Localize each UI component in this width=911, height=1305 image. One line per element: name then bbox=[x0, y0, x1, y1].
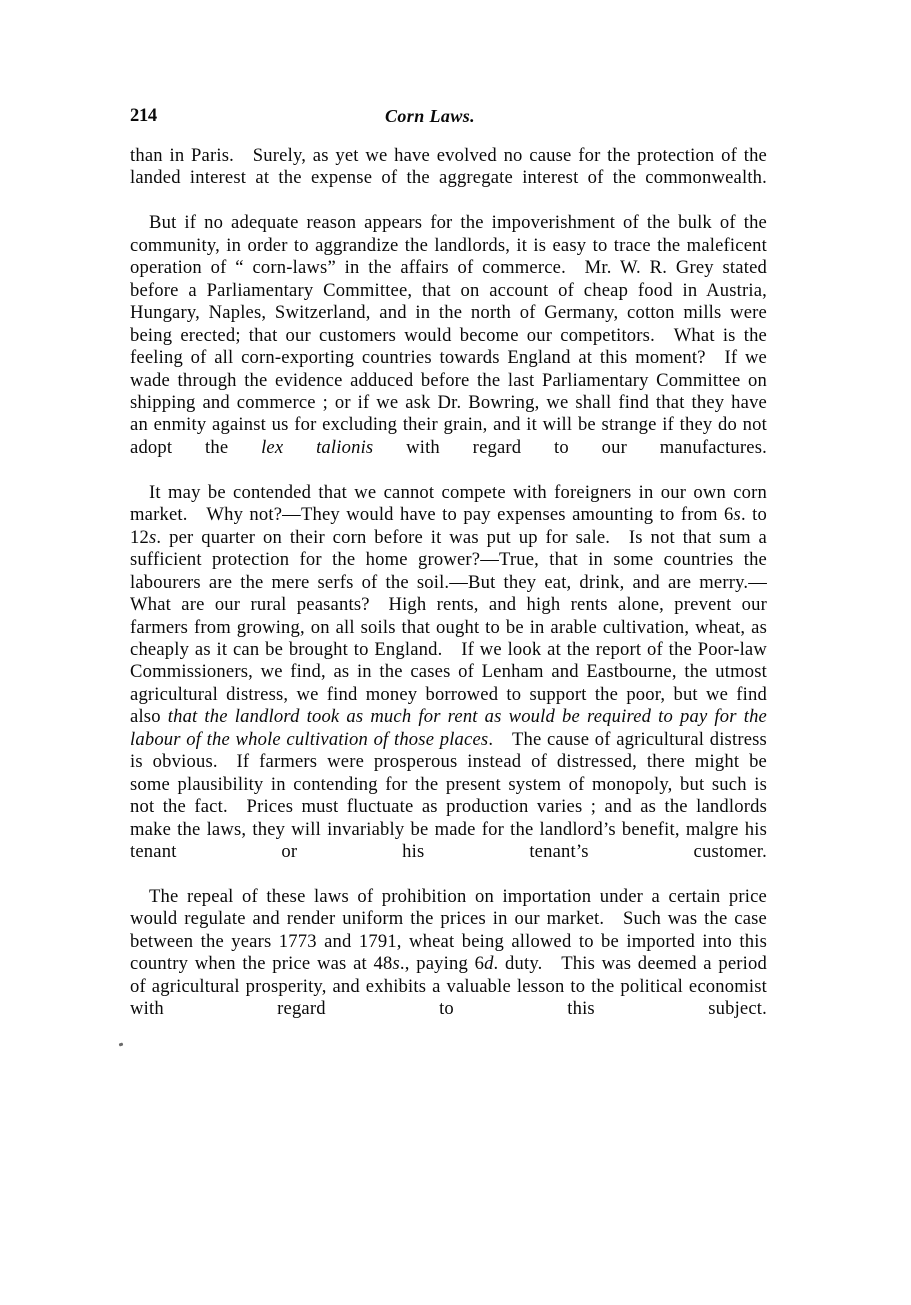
italic-run: s bbox=[148, 526, 157, 548]
paragraph bbox=[130, 212, 767, 481]
paragraph bbox=[130, 145, 767, 212]
page-number: 214 bbox=[130, 106, 157, 126]
italic-run: d bbox=[484, 953, 494, 975]
text-run: . to 12 bbox=[130, 504, 768, 548]
text-run: with regard to our manufactures. bbox=[373, 436, 767, 458]
text-run: . per quarter on their corn before it was put up for sale. Is not that sum a sufficient protection for the home grower?—True, that in some countries the labourers are the mere serfs of the soil.—But they eat, drink, and are merry.—What are our rural peasants? High rents, and high rents alone, prevent our farmers from growing, on all soils that ought to be in arable cultivation, wheat, as cheaply as it can be brought to England. If we look at the report of the Poor-law Commissioners, we find, as in the cases of Lenham and Eastbourne, the utmost agricultural distress, we find money borrowed to support the poor, but we find also bbox=[130, 526, 767, 728]
text-run: . duty. This was deemed a period of agricultural prosperity, and exhibits a valuable lesson to the political economist with regard to this subject. bbox=[130, 953, 767, 1020]
ink-speck bbox=[119, 1042, 124, 1046]
text-run: It may be contended that we cannot compete with foreigners in our own corn market. Why not?—They would have to pay expenses amounting to from 6 bbox=[130, 481, 767, 526]
text-run: The repeal of these laws of prohibition on importation under a certain price would regulate and render uniform the prices in our market. Such was the case between the years 1773 and 1791, wheat being allowed to be imported into this country when the price was at 48 bbox=[130, 885, 767, 975]
text-run: But if no adequate reason appears for the impoverishment of the bulk of the community, in order to aggrandize the landlords, it is easy to trace the maleficent operation of “ corn-laws” in the affairs of commerce. Mr. W. R. Grey stated before a Parliamentary Committee, that on account of cheap food in Austria, Hungary, Naples, Switzerland, and in the north of Germany, cotton mills were being erected; that our customers would become our competitors. What is the feeling of all corn-exporting countries towards England at this moment? If we wade through the evidence adduced before the last Parliamentary Committee on shipping and commerce ; or if we ask Dr. Bowring, we shall find that they have an enmity against us for excluding their grain, and it will be strange if they do not adopt the bbox=[130, 212, 767, 458]
italic-run: s bbox=[392, 953, 400, 975]
text-run: . The cause of agricultural distress is obvious. If farmers were prosperous instead of distressed, there might be some plausibility in contending for the present system of monopoly, but such is not the fact. Prices must fluctuate as production varies ; and as the landlords make the laws, they will invariably be made for the landlord’s benefit, malgre his tenant or his tenant’s customer. bbox=[130, 728, 767, 863]
body-text-block bbox=[130, 145, 767, 1043]
italic-run: lex talionis bbox=[261, 436, 374, 458]
text-run: than in Paris. Surely, as yet we have evolved no cause for the protection of the landed interest at the expense of the aggregate interest of the commonwealth. bbox=[130, 145, 767, 189]
paragraph bbox=[130, 886, 767, 1043]
italic-run: s bbox=[733, 504, 741, 526]
running-head bbox=[130, 104, 766, 128]
text-run: ., paying 6 bbox=[399, 953, 485, 975]
italic-run: that the landlord took as much for rent as would be required to pay for the labour of the whole cultivation of those places bbox=[130, 706, 767, 750]
running-head-title: Corn Laws. bbox=[385, 106, 476, 126]
paragraph bbox=[130, 482, 767, 886]
